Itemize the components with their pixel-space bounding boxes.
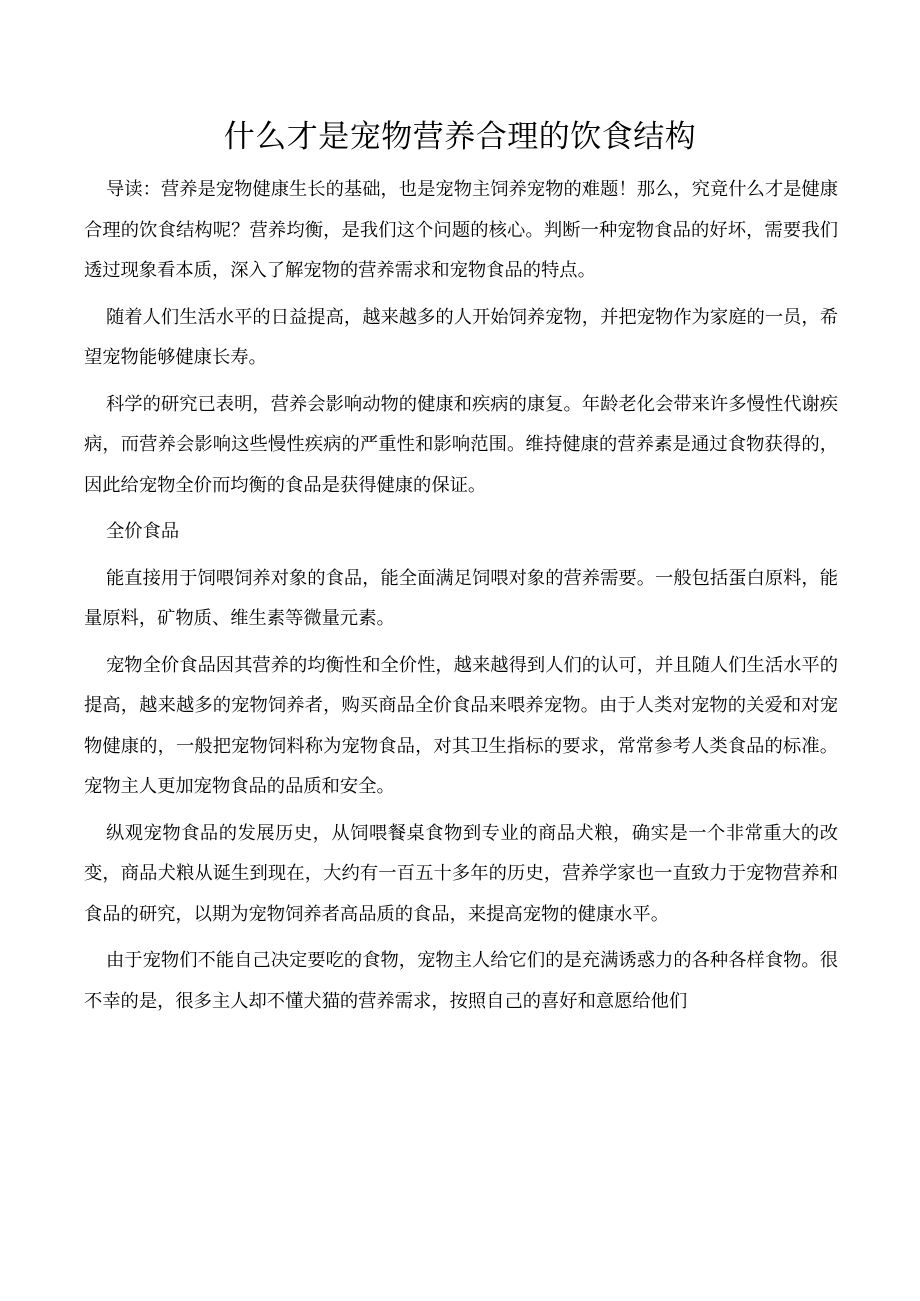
paragraph: 纵观宠物食品的发展历史，从饲喂餐桌食物到专业的商品犬粮，确实是一个非常重大的改变，商品犬粮从诞生到现在，大约有一百五十多年的历史，营养学家也一直致力于宠物营养和食品的研究，以期为宠物饲养者高品质的食品，来提高宠物的健康水平。: [84, 822, 838, 925]
document-title: 什么才是宠物营养合理的饮食结构: [223, 119, 697, 155]
paragraph: 科学的研究已表明，营养会影响动物的健康和疾病的康复。年龄老化会带来许多慢性代谢疾病，而营养会影响这些慢性疾病的严重性和影响范围。维持健康的营养素是通过食物获得的，因此给宠物全价而均衡的食品是获得健康的保证。: [84, 393, 838, 496]
paragraph: 随着人们生活水平的日益提高，越来越多的人开始饲养宠物，并把宠物作为家庭的一员，希望宠物能够健康长寿。: [84, 306, 838, 368]
section-heading: 全价食品: [106, 521, 180, 542]
document-body: [84, 170, 838, 1028]
paragraph-intro: 导读：营养是宠物健康生长的基础，也是宠物主饲养宠物的难题！那么，究竟什么才是健康合理的饮食结构呢？营养均衡，是我们这个问题的核心。判断一种宠物食品的好坏，需要我们透过现象看本质，深入了解宠物的营养需求和宠物食品的特点。: [84, 179, 838, 281]
paragraph: 宠物全价食品因其营养的均衡性和全价性，越来越得到人们的认可，并且随人们生活水平的提高，越来越多的宠物饲养者，购买商品全价食品来喂养宠物。由于人类对宠物的关爱和对宠物健康的，一般把宠物饲料称为宠物食品，对其卫生指标的要求，常常参考人类食品的标准。宠物主人更加宠物食品的品质和安全。: [84, 654, 838, 797]
paragraph: 能直接用于饲喂饲养对象的食品，能全面满足饲喂对象的营养需要。一般包括蛋白原料，能量原料，矿物质、维生素等微量元素。: [84, 567, 838, 629]
paragraph: 由于宠物们不能自己决定要吃的食物，宠物主人给它们的是充满诱惑力的各种各样食物。很不幸的是，很多主人却不懂犬猫的营养需求，按照自己的喜好和意愿给他们: [84, 950, 838, 1012]
